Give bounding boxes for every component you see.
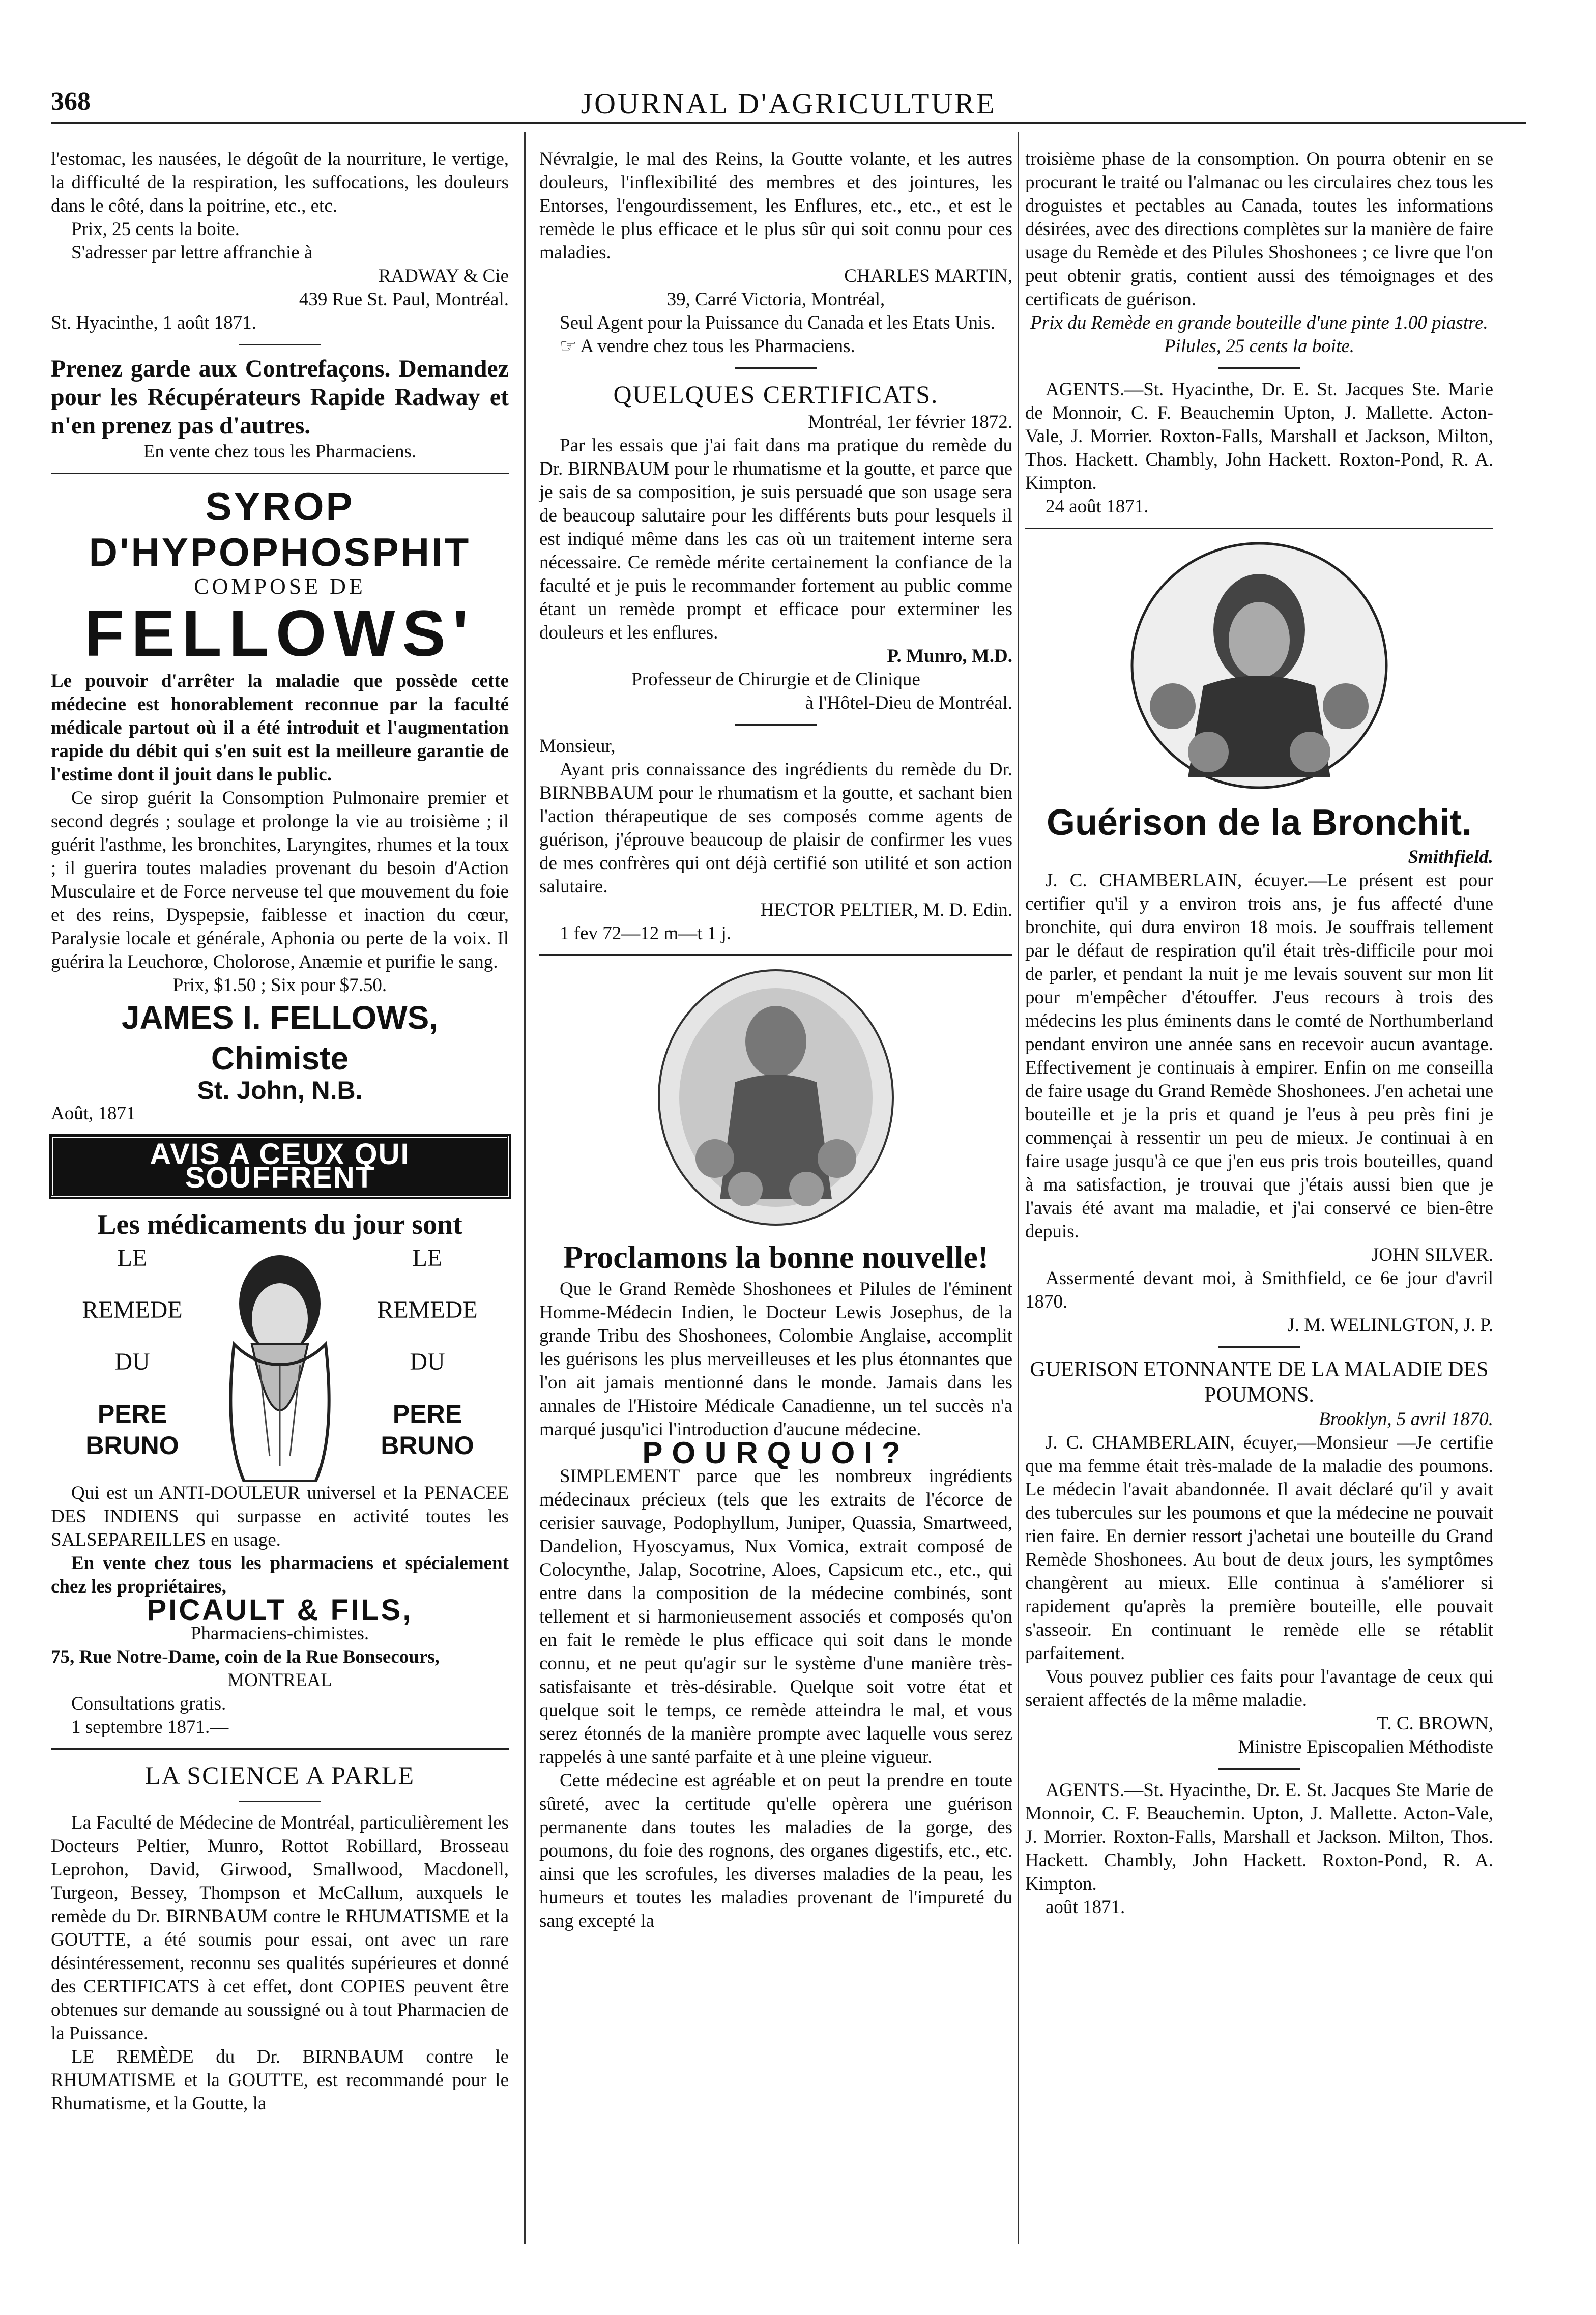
munro-title: Professeur de Chirurgie et de Clinique	[631, 669, 920, 690]
syrop-paragraph-2: Ce sirop guérit la Consomption Pulmonaire premier et second degrés ; soulage et prolonge la vie au troisième ; il guérit l'asthme, les bronchites, Laryngites, rhumes et la toux ; il guerira toutes maladies provenant du besoin d'Action Musculaire et de Force nerveuse tel que mouvement du foie et des reins, Dyspepsie, faiblesse et inaction du cœur, Paralysie locale et générale, Aphonia ou perte de la voix. Il guérira la Leuchorœ, Cholorose, Anæmie et purifie le sang.	[51, 788, 509, 972]
divider	[1218, 1346, 1300, 1348]
divider	[1218, 367, 1300, 369]
monsieur-salutation: Monsieur,	[539, 736, 616, 757]
proclamons-heading: Proclamons la bonne nouvelle!	[563, 1239, 989, 1275]
brown-title: Ministre Episcopalien Méthodiste	[1238, 1737, 1493, 1757]
fellows-title: FELLOWS'	[84, 597, 476, 670]
shoshonees-engraving	[633, 965, 918, 1230]
divider	[239, 1801, 321, 1802]
martin-name: CHARLES MARTIN,	[844, 266, 1012, 286]
poumons-heading: GUERISON ETONNANTE DE LA MALADIE DES POUMONS.	[1030, 1358, 1489, 1407]
bruno-pere: PERE BRUNO	[85, 1400, 179, 1460]
agents-list-1: AGENTS.—St. Hyacinthe, Dr. E. St. Jacques Ste. Marie de Monnoir, C. F. Beauchemin Upton, J. Mallette. Acton-Vale, J. Morrier. Roxton-Falls, Marshall et Jackson, Milton, Thos. Hackett. Chambly, John Hackett. Roxton-Pond, R. A. Kimpton.	[1025, 379, 1493, 494]
picault-address: 75, Rue Notre-Dame, coin de la Rue Bonsecours,	[51, 1646, 440, 1667]
syrop-price: Prix, $1.50 ; Six pour $7.50.	[172, 975, 387, 996]
radway-price: Prix, 25 cents la boite.	[71, 219, 240, 240]
divider	[1218, 1768, 1300, 1770]
bruno-du: DU	[410, 1348, 445, 1375]
munro-signature: P. Munro, M.D.	[887, 646, 1012, 667]
certificats-paragraph-1: Par les essais que j'ai fait dans ma pratique du remède du Dr. BIRNBAUM pour le rhumatisme et la goutte, et parce que je sais de sa composition, je suis persuadé que son usage sera de beaucoup salutaire pour les différents buts pour lesquels il est indiqué même dans les cas où un traitement interne sera nécessaire. Ce remède mérite certainement la confiance de la faculté et je puis le recommander fortement au public comme étant un remède prompt et efficace pour exterminer les douleurs et les enflures.	[539, 435, 1012, 643]
bruno-pere: PERE BRUNO	[381, 1400, 474, 1460]
bruno-paragraph-1: Qui est un ANTI-DOULEUR universel et la PENACEE DES INDIENS qui surpasse en activité toutes les SALSEPAREILLES en usage.	[51, 1483, 509, 1550]
divider	[51, 473, 509, 474]
column-left	[51, 148, 509, 2116]
divider	[239, 344, 321, 345]
column-divider	[1018, 132, 1019, 2244]
agents-list-2: AGENTS.—St. Hyacinthe, Dr. E. St. Jacques Ste Marie de Monnoir, C. F. Beauchemin. Upton, J. Mallette. Acton-Vale, J. Morrier. Roxton-Falls, Marshall et Jackson. Milton, Thos. Hackett. Chambly, John Hackett. Roxton-Pond, R. A. Kimpton.	[1025, 1780, 1493, 1894]
page-header	[51, 86, 1526, 124]
radway-text: l'estomac, les nausées, le dégoût de la nourriture, le vertige, la difficulté de la respiration, les suffocations, les douleurs dans le côté, dans la poitrine, etc., etc.	[51, 149, 509, 216]
picault-city: MONTREAL	[227, 1670, 332, 1691]
column-divider	[524, 132, 526, 2244]
divider	[1025, 528, 1493, 529]
shoshonees-text: troisième phase de la consomption. On pourra obtenir en se procurant le traité ou l'almanac ou les circulaires chez tous les droguistes et pectables au Canada, toutes les informations désirées, avec des directions complètes sur la manière de faire usage du Remède et des Pilules Shoshonees ; ce livre que l'on peut obtenir gratis, contient aussi des témoignages et des certificats de guérison.	[1025, 149, 1493, 310]
radway-sale: En vente chez tous les Pharmaciens.	[143, 441, 417, 462]
page-number: 368	[51, 87, 91, 116]
brown-signature: T. C. BROWN,	[1377, 1713, 1493, 1734]
martin-sale: ☞ A vendre chez tous les Pharmaciens.	[560, 336, 855, 357]
welinlgton-signature: J. M. WELINLGTON, J. P.	[1287, 1315, 1493, 1336]
sworn-statement: Assermenté devant moi, à Smithfield, ce 6e jour d'avril 1870.	[1025, 1268, 1493, 1312]
bronchite-paragraph: J. C. CHAMBERLAIN, écuyer.—Le présent est pour certifier qu'il y a environ trois ans, je fus affecté d'une bronchite, qui dura environ 18 mois. Je souffrais tellement par le défaut de respiration qu'il était très-difficile pour moi de parler, et pendant la nuit je me levais souvent sur mon lit pour m'empêcher d'étouffer. J'eus recours à trois des médecins les plus éminents dans le comté de Northumberland pendant environ une année sans en recevoir aucun avantage. Effectivement je continuais à empirer. Enfin on me conseilla de faire usage du Grand Remède Shoshonees. J'en achetai une bouteille et je la pris et quand je l'eus à peu près fini je commençai à ressentir un peu de mieux. Je continuai à en faire usage jusqu'à ce que j'en eus pris trois bouteilles, quand à ma satisfaction, je trouvai que j'étais aussi bien que je l'avais été avant ma maladie, et j'ai conservé ce bien-être depuis.	[1025, 870, 1493, 1242]
indian-doctor-engraving	[1117, 538, 1402, 793]
poumons-paragraph-1: J. C. CHAMBERLAIN, écuyer,—Monsieur —Je certifie que ma femme était très-malade de la maladie des poumons. Le médecin l'avait abandonnée. Il avait déclaré qu'il y avait des tubercules sur les poumons et que la médecine ne pouvait rien faire. En dernier ressort j'achetai une bouteille du Grand Remède Shoshonees. Au bout de deux jours, les symptômes changèrent au mieux. Elle continua à s'améliorer si rapidement qu'après la première bouteille, elle pouvait s'asseoir. En continuant le remède elle se rétablit parfaitement.	[1025, 1432, 1493, 1664]
bruno-remede: REMEDE	[377, 1296, 478, 1323]
divider	[51, 1748, 509, 1750]
proclamons-paragraph: Que le Grand Remède Shoshonees et Pilules de l'éminent Homme-Médecin Indien, le Docteur Lewis Josephus, de la grande Tribu des Shoshonees, Colombie Anglaise, accomplit les guérisons les plus merveilleuses et les plus étonnantes que l'on ait jamais mentionné dans le monde. Jamais dans les annales de l'Histoire Médicale Canadienne, un tel succès n'a marqué jusqu'ici l'introduction d'aucune médecine.	[539, 1279, 1012, 1440]
radway-date: St. Hyacinthe, 1 août 1871.	[51, 312, 256, 333]
picault-consult: Consultations gratis.	[71, 1693, 226, 1714]
poumons-paragraph-2: Vous pouvez publier ces faits pour l'avantage de ceux qui seraient affectés de la même maladie.	[1025, 1666, 1493, 1711]
pourquoi-paragraph-2: Cette médecine est agréable et on peut la prendre en toute sûreté, avec la certitude qu'elle opèrera une guérison permanente dans toutes les maladies de la gorge, des poumons, du foie des rognons, des organes digestifs, etc., etc. ainsi que les scrofules, les diverses maladies de la peau, les humeurs et toutes les maladies provenant de l'impureté du sang excepté la	[539, 1770, 1012, 1931]
divider	[735, 724, 817, 726]
radway-warning: Prenez garde aux Contrefaçons. Demandez pour les Récupérateurs Rapide Radway et n'en prenez pas d'autres.	[51, 355, 509, 439]
bruno-remede: REMEDE	[82, 1296, 183, 1323]
divider	[539, 954, 1012, 956]
journal-title: JOURNAL D'AGRICULTURE	[581, 87, 997, 120]
ad-code: 1 fev 72—12 m—t 1 j.	[560, 923, 732, 944]
divider	[735, 367, 817, 369]
bruno-du: DU	[114, 1348, 150, 1375]
science-paragraph-1: La Faculté de Médecine de Montréal, particulièrement les Docteurs Peltier, Munro, Rottot Robillard, Brosseau Leprohon, David, Girwood, Smallwood, Macdonell, Turgeon, Bessey, Thompson et McCallum, auxquels le remède du Dr. BIRNBAUM contre le RHUMATISME et la GOUTTE, a été soumis pour essai, ont avec un rare désintéressement, reconnu ses qualités supérieures et donné des CERTIFICATS à cet effet, dont COPIES peuvent être obtenues sur demande au soussigné ou à tout Pharmacien de la Puissance.	[51, 1812, 509, 2044]
peltier-signature: HECTOR PELTIER, M. D. Edin.	[760, 900, 1012, 920]
bronchite-heading: Guérison de la Bronchit.	[1046, 802, 1472, 843]
pourquoi-heading: POURQUOI?	[642, 1436, 910, 1470]
bruno-left	[51, 1242, 214, 1461]
munro-place: à l'Hôtel-Dieu de Montréal.	[805, 692, 1012, 713]
certificats-paragraph-2: Ayant pris connaissance des ingrédients du remède du Dr. BIRNBBAUM pour le rhumatism et la goutte, et sachant bien l'action thérapeutique de ses composés comme agents de guérison, j'éprouve beaucoup de plaisir de confirmer les vues de mes confrères qui ont déjà certifié son utilité et son action salutaire.	[539, 759, 1012, 897]
st-john: St. John, N.B.	[197, 1076, 363, 1105]
martin-agent: Seul Agent pour la Puissance du Canada et les Etats Unis.	[560, 312, 995, 333]
bruno-paragraph-2: En vente chez tous les pharmaciens et spécialement chez les propriétaires,	[51, 1553, 509, 1597]
column-right	[1025, 148, 1493, 1919]
smithfield-place: Smithfield.	[1408, 847, 1493, 867]
pourquoi-paragraph-1: SIMPLEMENT parce que les nombreux ingrédients médecinaux précieux (tels que les extraits de l'écorce de cerisier sauvage, Podophyllum, Juniper, Quassia, Smartweed, Dandelion, Hyoscyamus, Nux Vomica, extrait composé de Colocynthe, Jalap, Socotrine, Aloes, Capsicum etc., etc., qui entre dans la composition de la médecine combinés, sont tellement et si harmonieusement associés et composés qu'on en fait le remède le plus efficace qui soit dans le monde connu, et ne peut qu'agir sur le système d'une manière très-satisfaisante et très-désirable. Quelque soit votre état et quelque soit le temps, ce remède atteindra le mal, et vous serez étonnés de la manière prompte avec laquelle vous serez rappelés à une santé parfaite et à une pleine vigueur.	[539, 1466, 1012, 1768]
james-date: Août, 1871	[51, 1103, 136, 1124]
science-title: LA SCIENCE A PARLE	[144, 1761, 415, 1789]
radway-company: RADWAY & Cie	[378, 266, 509, 286]
bruno-le: LE	[412, 1245, 443, 1271]
certificats-title: QUELQUES CERTIFICATS.	[613, 380, 939, 409]
science-paragraph-2: LE REMÈDE du Dr. BIRNBAUM contre le RHUMATISME et la GOUTTE, est recommandé pour le Rhumatisme, et la Goutte, la	[51, 2046, 509, 2114]
certificats-date: Montréal, 1er février 1872.	[808, 412, 1012, 432]
syrop-title: SYROP D'HYPOPHOSPHIT	[89, 484, 471, 574]
radway-address-intro: S'adresser par lettre affranchie à	[71, 242, 313, 263]
avis-banner: AVIS A CEUX QUI SOUFFRENT	[51, 1136, 509, 1197]
syrop-paragraph-1: Le pouvoir d'arrêter la maladie que possède cette médecine est honorablement reconnue par la faculté médicale partout où il a été introduit et l'augmentation rapide du débit qui s'en suit est la meilleure garantie de l'estime dont il jouit dans le public.	[51, 671, 509, 785]
picault-sub: Pharmaciens-chimistes.	[190, 1623, 369, 1644]
martin-text: Névralgie, le mal des Reins, la Goutte volante, et les autres douleurs, l'inflexibilité des membres et des jointures, les Entorses, l'engourdissement, les Enflures, etc., etc., et est le remède le plus efficace et le plus sûr qui soit connu pour ces maladies.	[539, 149, 1012, 263]
martin-address: 39, Carré Victoria, Montréal,	[666, 289, 885, 310]
pere-bruno-portrait	[214, 1242, 346, 1482]
radway-street: 439 Rue St. Paul, Montréal.	[299, 289, 509, 310]
shoshonees-price: Prix du Remède en grande bouteille d'une pinte 1.00 piastre. Pilules, 25 cents la boite.	[1030, 312, 1488, 357]
bruno-right	[346, 1242, 509, 1461]
james-fellows: JAMES I. FELLOWS, Chimiste	[121, 999, 439, 1077]
picault-date: 1 septembre 1871.—	[71, 1717, 229, 1738]
syrop-compose: COMPOSE DE	[194, 574, 366, 599]
agents-date-2: août 1871.	[1046, 1897, 1125, 1918]
bruno-ad	[51, 1242, 509, 1482]
john-silver: JOHN SILVER.	[1371, 1245, 1493, 1265]
agents-date-1: 24 août 1871.	[1046, 496, 1149, 517]
column-middle	[539, 148, 1012, 1933]
brooklyn-date: Brooklyn, 5 avril 1870.	[1319, 1409, 1493, 1430]
medicaments-heading: Les médicaments du jour sont	[97, 1209, 462, 1240]
picault-title: PICAULT & FILS,	[147, 1594, 413, 1627]
bruno-le: LE	[117, 1245, 148, 1271]
